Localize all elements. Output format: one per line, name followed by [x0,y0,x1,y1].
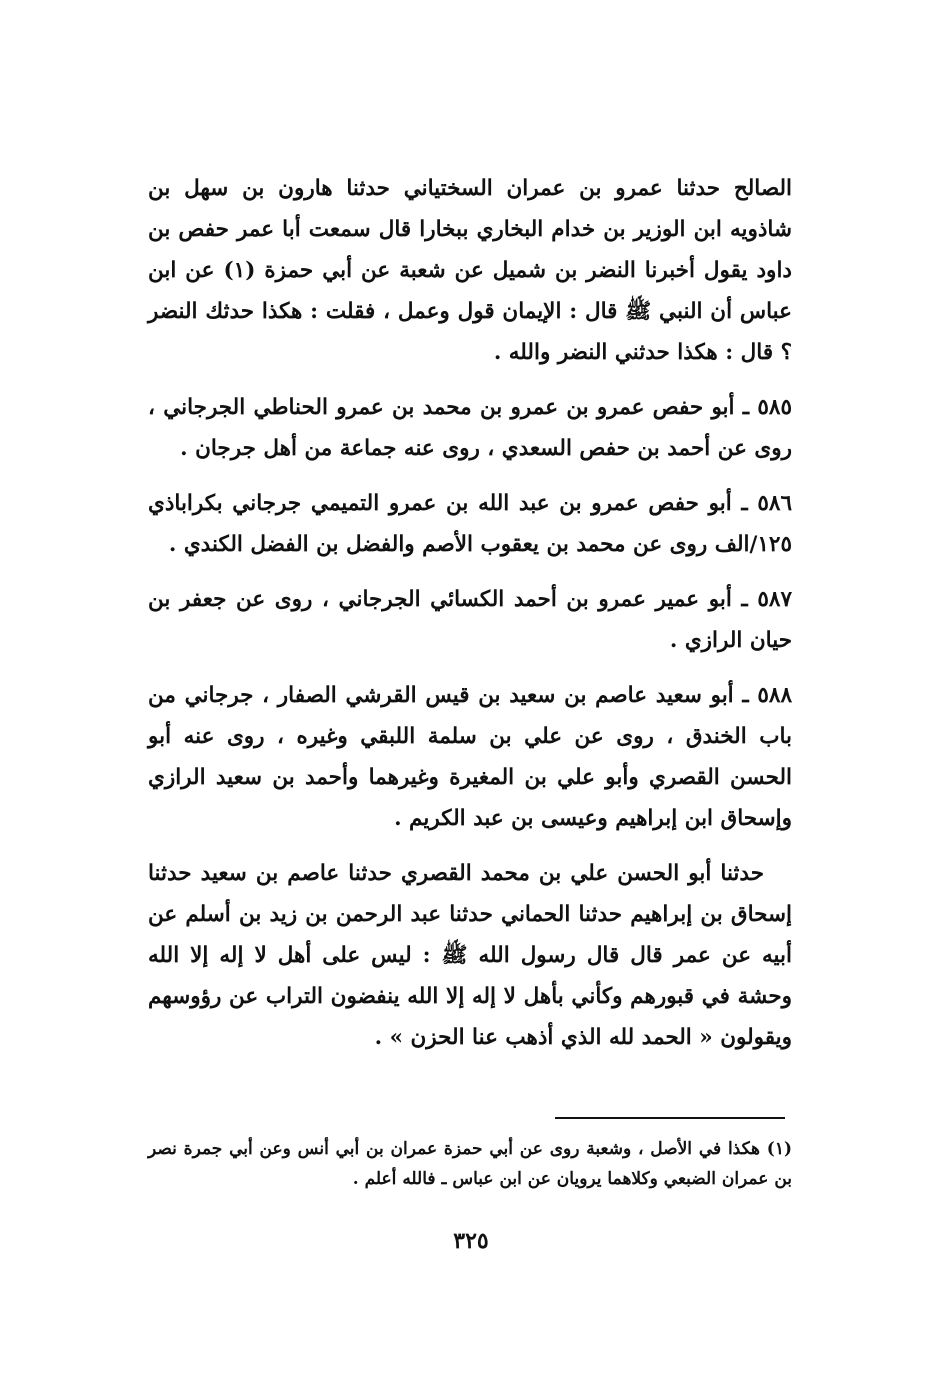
entry-585: ٥٨٥ ـ أبو حفص عمرو بن عمرو بن محمد بن عمرو الحناطي الجرجاني ، روى عن أحمد بن حفص السعدي ، روى عنه جماعة من أهل جرجان . [148,395,792,461]
entry-586: ٥٨٦ ـ أبو حفص عمرو بن عبد الله بن عمرو التميمي جرجاني بكراباذي ١٢٥/الف روى عن محمد بن يعقوب الأصم والفضل بن الفضل الكندي . [148,491,792,557]
entry-588: ٥٨٨ ـ أبو سعيد عاصم بن سعيد بن قيس القرشي الصفار ، جرجاني من باب الخندق ، روى عن علي بن سلمة اللبقي وغيره ، روى عنه أبو الحسن القصري وأبو علي بن المغيرة وغيرهما وأحمد بن سعيد الرازي وإسحاق ابن إبراهيم وعيسى بن عبد الكريم . [148,683,792,831]
entry-587: ٥٨٧ ـ أبو عمير عمرو بن أحمد الكسائي الجرجاني ، روى عن جعفر بن حيان الرازي . [148,587,792,653]
main-text [148,168,792,1072]
paragraph-hadith: حدثنا أبو الحسن علي بن محمد القصري حدثنا عاصم بن سعيد حدثنا إسحاق بن إبراهيم حدثنا الحماني حدثنا عبد الرحمن بن زيد بن أسلم عن أبيه عن عمر قال قال رسول الله ﷺ : ليس على أهل لا إله إلا الله وحشة في قبورهم وكأني بأهل لا إله إلا الله ينفضون التراب عن رؤوسهم ويقولون « الحمد لله الذي أذهب عنا الحزن » . [148,861,792,1050]
page-number: ٣٢٥ [453,1228,489,1254]
paragraph-isnad-continuation: الصالح حدثنا عمرو بن عمران السختياني حدثنا هارون بن سهل بن شاذويه ابن الوزير بن خدام البخاري ببخارا قال سمعت أبا عمر حفص بن داود يقول أخبرنا النضر بن شميل عن شعبة عن أبي حمزة (١) عن ابن عباس أن النبي ﷺ قال : الإيمان قول وعمل ، فقلت : هكذا حدثك النضر ؟ قال : هكذا حدثني النضر والله . [148,176,792,365]
footnote-separator [555,1117,785,1119]
footnote-text: (١) هكذا في الأصل ، وشعبة روى عن أبي حمزة عمران بن أبي أنس وعن أبي جمرة نصر بن عمران الضبعي وكلاهما يرويان عن ابن عباس ـ فالله أعلم . [148,1139,792,1189]
footnote [148,1134,792,1194]
